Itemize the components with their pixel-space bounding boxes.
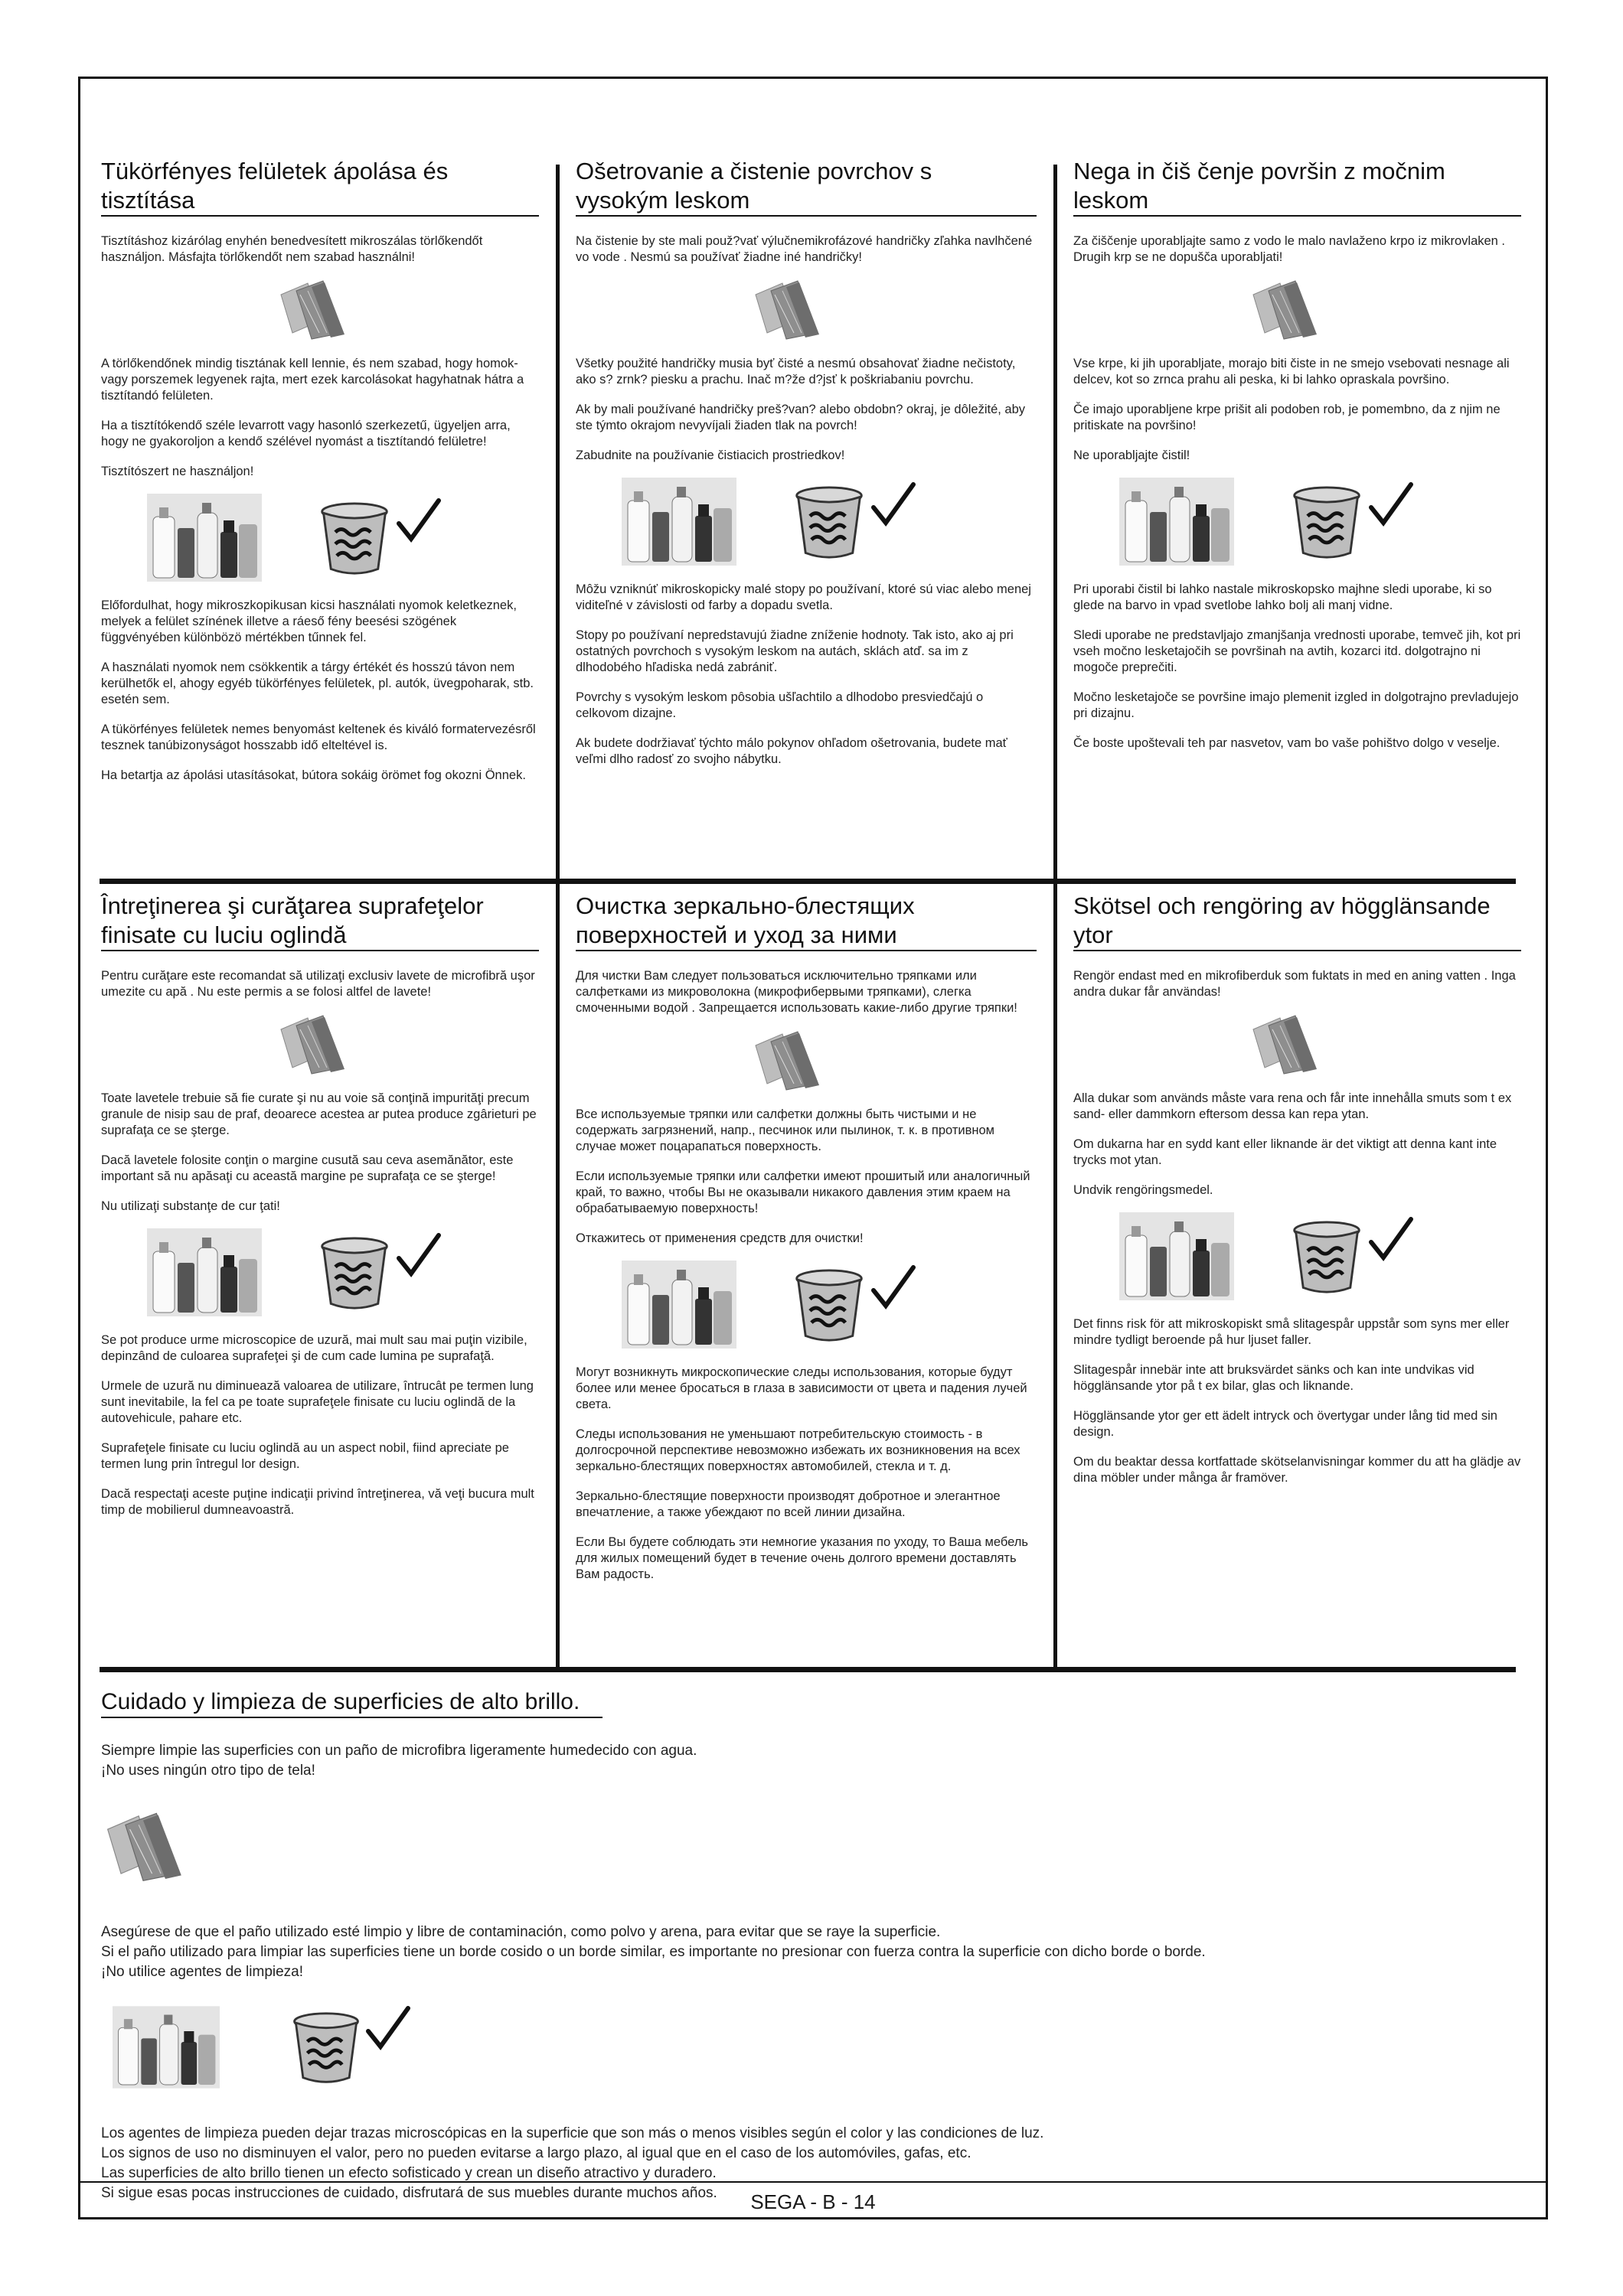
paragraph: Előfordulhat, hogy mikroszkopikusan kicsi használati nyomok keletkeznek, melyek a felület színének illetve a ráeső fény beesési szögének függvényében különbözö mértékben tűnnek fel. (101, 598, 517, 644)
checkmark-icon (870, 1264, 916, 1310)
section-spanish (101, 1688, 1510, 2220)
paragraph: Dacă respectaţi aceste puţine indicaţii privind întreţinerea, vă veţi bucura mult timp de mobilierul dumneavoastră. (101, 1487, 534, 1517)
cleaning-agents-icon (113, 2005, 220, 2089)
paragraph: Högglänsande ytor ger ett ädelt intryck och övertygar under lång tid med sin design. (1073, 1409, 1497, 1439)
paragraph: Ha a tisztítókendő széle levarrott vagy hasonló szerkezetű, ügyeljen arra, hogy ne gyakoroljon a kendő szélével nyomást a tisztítandó felületre! (101, 419, 511, 448)
cleaning-icons (1073, 1212, 1521, 1303)
text-line: Si sigue esas pocas instrucciones de cuidado, disfrutará de sus muebles durante muchos años. (101, 2185, 717, 2201)
section-slovenian (1073, 157, 1521, 765)
paragraph: Če boste upoštevali teh par nasvetov, vam bo vaše pohištvo dolgo v veselje. (1073, 736, 1501, 750)
section-title: Nega in čiš čenje površin z močnim leskom (1073, 157, 1521, 217)
paragraph: Om dukarna har en sydd kant eller liknande är det viktigt att denna kant inte trycks mot ytan. (1073, 1137, 1497, 1167)
microfiber-cloth-icon (277, 279, 346, 342)
text-line: Siempre limpie las superficies con un paño de microfibra ligeramente humedecido con agua. (101, 1743, 697, 1759)
cleaning-agents-icon (1119, 478, 1234, 566)
cleaning-icons (1073, 478, 1521, 568)
water-bucket-icon (319, 501, 390, 578)
microfiber-cloth-icon (101, 1812, 185, 1884)
paragraph: Toate lavetele trebuie să fie curate şi nu au voie să conţină impurităţi precum granule de nisip sau de praf, deoarece acestea ar putea produce zgârieturi pe suprafaţa ce se şterge. (101, 1091, 537, 1137)
water-bucket-icon (319, 1236, 390, 1313)
paragraph: Urmele de uzură nu diminuează valoarea de utilizare, întrucât pe termen lung sunt inevitabile, la fel ca pe toate suprafeţele finisate cu luciu oglindă de la autovehicule, pahare etc. (101, 1379, 534, 1425)
section-swedish (1073, 892, 1521, 1500)
paragraph (101, 1741, 1510, 1781)
paragraph: Det finns risk för att mikroskopiskt små slitagespår uppstår som syns mer eller mindre tydligt beroende på hur ljuset faller. (1073, 1317, 1510, 1347)
cleaning-agents-icon (147, 494, 262, 582)
cleaning-agents-icon (147, 1228, 262, 1316)
paragraph: Ak budete dodržiavať týchto málo pokynov ohľadom ošetrovania, budete mať veľmi dlho radosť zo svojho nábytku. (576, 736, 1007, 766)
paragraph: Dacă lavetele folosite conţin o margine cusută sau ceva asemănător, este important să nu apăsaţi cu această margine pe suprafaţa ce se şterge! (101, 1153, 514, 1183)
water-bucket-icon (1292, 485, 1362, 562)
paragraph: Ak by mali používané handričky preš?van? alebo obdobn? okraj, je dôležité, aby ste týmto okrajom nevyvíjali žiaden tlak na povrch! (576, 403, 1026, 432)
paragraph: Для чистки Вам следует пользоваться исключительно тряпками или салфетками из микроволокна (микрофибервыми тряпками), слегка смоченными водой . Запрещается использовать какие-либо другие тряпки! (576, 969, 1017, 1015)
text-line: ¡No utilice agentes de limpieza! (101, 1964, 304, 1980)
paragraph: Močno lesketajoče se površine imajo plemenit izgled in dolgotrajno prevladujejo pri dizajnu. (1073, 690, 1519, 720)
text-line: Si el paño utilizado para limpiar las superficies tiene un borde cosido o un borde similar, es importante no presionar con fuerza contra la superficie con dicho borde o borde. (101, 1944, 1206, 1960)
text-line: ¡No uses ningún otro tipo de tela! (101, 1763, 315, 1779)
section-hungarian (101, 157, 539, 797)
microfiber-cloth-icon (752, 279, 821, 342)
paragraph: Sledi uporabe ne predstavljajo zmanjšanja vrednosti uporabe, temveč jih, kot pri vseh močno lesketajočih se površinah na avtih, kozarci itd. dolgotrajno ni mogoče preprečiti. (1073, 628, 1521, 674)
paragraph: Следы использования не уменьшают потребительскую стоимость - в долгосрочной перспективе невозможно избежать их возникновения на всех зеркально-блестящих поверхностях автомобилей, стекла и т. д. (576, 1427, 1020, 1473)
cleaning-icons (576, 1261, 1037, 1351)
checkmark-icon (396, 1232, 442, 1278)
cleaning-agents-icon (622, 1261, 736, 1349)
paragraph: Za čiščenje uporabljajte samo z vodo le malo navlaženo krpo iz mikrovlaken . Drugih krp se ne dopušča uporabljati! (1073, 234, 1506, 264)
checkmark-icon (1368, 481, 1414, 527)
column-divider (556, 165, 560, 1668)
paragraph: Vse krpe, ki jih uporabljate, morajo biti čiste in ne smejo vsebovati nesnage ali delcev, kot so zrnca prahu ali peska, ki bi lahko opraskala površino. (1073, 357, 1510, 386)
paragraph: Откажитесь от применения средств для очистки! (576, 1231, 864, 1245)
paragraph: Na čistenie by ste mali použ?vať výlučnemikrofázové handričky zľahka navlhčené vo vode . Nesmú sa používať žiadne iné handričky! (576, 234, 1033, 264)
column-divider (1053, 165, 1057, 1668)
row-divider (100, 1667, 1516, 1672)
paragraph: Tisztításhoz kizárólag enyhén benedvesített mikroszálas törlőkendőt használjon. Másfajta törlőkendőt nem szabad használni! (101, 234, 483, 264)
section-title: Очистка зеркально-блестящих поверхностей и уход за ними (576, 892, 1037, 951)
paragraph: Suprafeţele finisate cu luciu oglindă au un aspect nobil, fiind apreciate pe termen lung prin întregul lor design. (101, 1441, 509, 1471)
paragraph: Ne uporabljajte čistil! (1073, 448, 1190, 462)
paragraph: Se pot produce urme microscopice de uzură, mai mult sau mai puţin vizibile, depinzând de culoarea suprafeţei şi de cum cade lumina pe suprafaţă. (101, 1333, 527, 1363)
paragraph: Все используемые тряпки или салфетки должны быть чистыми и не содержать загрязнений, напр., песчинок или пылинок, т. к. в противном случае может поцарапаться поверхность. (576, 1107, 994, 1153)
section-title: Tükörfényes felületek ápolása és tisztítása (101, 157, 539, 217)
text-line: Las superficies de alto brillo tienen un efecto sofisticado y crean un diseño atractivo y duradero. (101, 2165, 717, 2181)
cleaning-agents-icon (622, 478, 736, 566)
microfiber-cloth-icon (1249, 1014, 1318, 1077)
checkmark-icon (870, 481, 916, 527)
checkmark-icon (1368, 1216, 1414, 1262)
paragraph: Pri uporabi čistil bi lahko nastale mikroskopsko majhne sledi uporabe, ki so glede na barvo in vpad svetlobe lahko bolj ali manj vidne. (1073, 582, 1492, 612)
water-bucket-icon (794, 485, 864, 562)
paragraph: Môžu vzniknúť mikroskopicky malé stopy po používaní, ktoré sú viac alebo menej viditeľné v závislosti od farby a dopadu svetla. (576, 582, 1031, 612)
section-title: Întreţinerea şi curăţarea suprafeţelor finisate cu luciu oglindă (101, 892, 539, 951)
paragraph: A törlőkendőnek mindig tisztának kell lennie, és nem szabad, hogy homok- vagy porszemek legyenek rajta, mert ezek karcolásokat hagyhatnak hátra a tisztítandó felületen. (101, 357, 524, 403)
paragraph: Зеркально-блестящие поверхности производят добротное и элегантное впечатление, а также убеждают по всей линии дизайна. (576, 1489, 1001, 1519)
cleaning-agents-icon (1119, 1212, 1234, 1300)
section-russian (576, 892, 1037, 1596)
microfiber-cloth-icon (752, 1030, 821, 1093)
text-line: Los signos de uso no disminuyen el valor, pero no pueden evitarse a largo plazo, al igual que en el caso de los automóviles, gafas, etc. (101, 2145, 972, 2161)
paragraph: Tisztítószert ne használjon! (101, 465, 254, 478)
paragraph: Nu utilizaţi substanţe de cur ţati! (101, 1199, 280, 1213)
cleaning-icons (101, 494, 539, 584)
page-footer: SEGA - B - 14 (78, 2181, 1548, 2221)
paragraph: Všetky použité handričky musia byť čisté a nesmú obsahovať žiadne nečistoty, ako s? zrnk? piesku a prachu. Inač m?že d?jsť k poškriabaniu povrchu. (576, 357, 1016, 386)
paragraph: Om du beaktar dessa kortfattade skötselanvisningar kommer du att ha glädje av dina möbler under många år framöver. (1073, 1455, 1521, 1485)
paragraph: Povrchy s vysokým leskom pôsobia ušľachtilo a dlhodobo presviedčajú o celkovom dizajne. (576, 690, 984, 720)
text-line: Asegúrese de que el paño utilizado esté limpio y libre de contaminación, como polvo y arena, para evitar que se raye la superficie. (101, 1924, 941, 1940)
paragraph: Ha betartja az ápolási utasításokat, bútora sokáig örömet fog okozni Önnek. (101, 768, 526, 782)
paragraph: Zabudnite na používanie čistiacich prostriedkov! (576, 448, 845, 462)
paragraph: Pentru curăţare este recomandat să utilizaţi exclusiv lavete de microfibră uşor umezite cu apă . Nu este permis a se folosi altfel de lavete! (101, 969, 535, 999)
section-title: Ošetrovanie a čistenie povrchov s vysokým leskom (576, 157, 1037, 217)
text-line: Los agentes de limpieza pueden dejar trazas microscópicas en la superficie que son más o menos visibles según el color y las condiciones de luz. (101, 2125, 1044, 2141)
checkmark-icon (365, 2005, 411, 2051)
paragraph: Rengör endast med en mikrofiberduk som fuktats in med en aning vatten . Inga andra dukar får användas! (1073, 969, 1516, 999)
paragraph: Могут возникнуть микроскопические следы использования, которые будут более или менее бросаться в глаза в зависимости от цвета и падения лучей света. (576, 1365, 1027, 1411)
cleaning-icons (576, 478, 1037, 568)
section-slovak (576, 157, 1037, 781)
section-title: Cuidado y limpieza de superficies de alto brillo. (101, 1688, 1510, 1718)
paragraph: Если используемые тряпки или салфетки имеют прошитый или аналогичный край, то важно, чтобы Вы не оказывали никакого давления этим краем на обрабатываемую поверхность! (576, 1169, 1030, 1215)
section-romanian (101, 892, 539, 1532)
section-title: Skötsel och rengöring av högglänsande ytor (1073, 892, 1521, 951)
checkmark-icon (396, 497, 442, 543)
water-bucket-icon (292, 2011, 360, 2086)
paragraph (101, 1923, 1510, 1982)
microfiber-cloth-icon (277, 1014, 346, 1077)
water-bucket-icon (1292, 1220, 1362, 1296)
paragraph: Если Вы будете соблюдать эти немногие указания по уходу, то Ваша мебель для жилых помещений будет в течение очень долгого времени доставлять Вам радость. (576, 1535, 1028, 1581)
cleaning-icons (101, 2005, 1510, 2097)
paragraph: Stopy po používaní nepredstavujú žiadne zníženie hodnoty. Tak isto, ako aj pri ostatných povrchoch s vysokým leskom na autách, sklách atď. sa im z dlhodobého hľadiska nedá zabrániť. (576, 628, 1014, 674)
paragraph: A használati nyomok nem csökkentik a tárgy értékét és hosszú távon nem kerülhetők el, ahogy egyéb tükörfényes felületek, pl. autók, üvegpoharak, stb. esetén sem. (101, 660, 534, 706)
microfiber-cloth-icon (1249, 279, 1318, 342)
cleaning-icons (101, 1228, 539, 1319)
paragraph: A tükörfényes felületek nemes benyomást keltenek és kiváló formatervezésről tesznek tanúbizonyságot hosszabb idő elteltével is. (101, 722, 536, 752)
paragraph: Če imajo uporabljene krpe prišit ali podoben rob, je pomembno, da z njim ne pritiskate na površino! (1073, 403, 1501, 432)
water-bucket-icon (794, 1268, 864, 1345)
paragraph: Undvik rengöringsmedel. (1073, 1183, 1213, 1197)
paragraph: Slitagespår innebär inte att bruksvärdet sänks och kan inte undvikas vid högglänsande ytor på t ex bilar, glas och liknande. (1073, 1363, 1474, 1393)
paragraph: Alla dukar som används måste vara rena och får inte innehålla smuts som t ex sand- eller dammkorn eftersom dessa kan repa ytan. (1073, 1091, 1512, 1121)
row-divider (100, 879, 1516, 884)
